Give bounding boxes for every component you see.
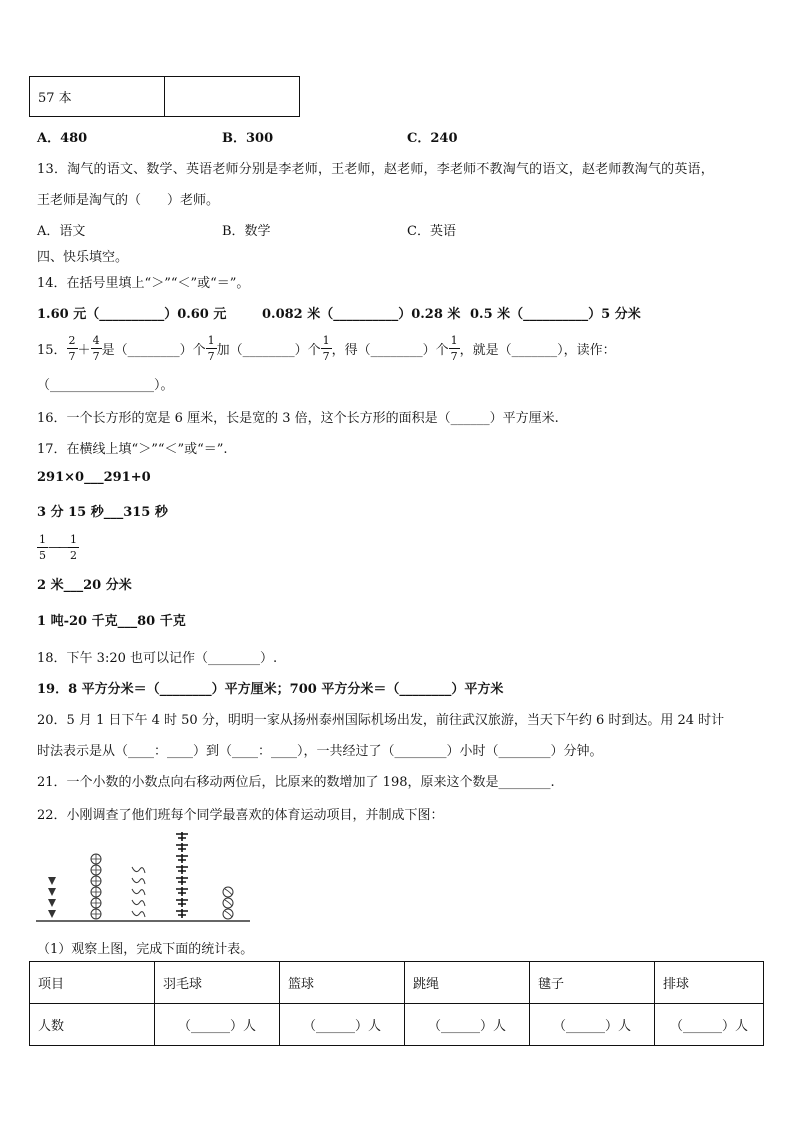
table-header-cell: 毽子 [530,962,655,1004]
volleyball-icon [223,887,233,897]
plus-sign: ＋ [77,342,91,358]
jianzi-icon [176,865,188,874]
jump-rope-icon [132,889,145,895]
q13-line2: 王老师是淘气的（ ）老师。 [37,193,220,208]
q14-item: 0.5 米（__________）5 分米 [470,307,641,322]
basketball-icon [91,865,101,875]
answer-cell[interactable]: （______）人 [530,1004,655,1046]
table-row [30,1004,764,1046]
q17-fraction-item [37,528,79,566]
jump-rope-icon [132,878,145,884]
q17-item: 3 分 15 秒___315 秒 [37,505,168,520]
table-row [30,962,764,1004]
option-c: C．240 [407,131,458,146]
fraction: $\frac{2}{7}$ [68,333,76,363]
q15-text: 是（________）个 [101,342,206,358]
option-b: B．300 [222,131,274,146]
q15-line2: （________________）。 [37,378,174,393]
q14-item: 1.60 元（__________）0.60 元 [37,307,227,322]
fraction: $\frac{1}{5}$ [39,532,46,562]
jianzi-icon [176,854,188,863]
q13-option-b: B．数学 [222,224,271,239]
q15-text: 加（________）个 [216,342,321,358]
answer-cell[interactable]: （______）人 [405,1004,530,1046]
basketball-icon [91,898,101,908]
fraction: $\frac{1}{7}$ [322,333,330,363]
blank-line: —— [48,539,68,555]
volleyball-icon [223,909,233,919]
q15-text: ，得（________）个 [331,342,449,358]
q16: 16．一个长方形的宽是 6 厘米，长是宽的 3 倍，这个长方形的面积是（______）平方厘米. [37,411,559,426]
jianzi-icon [176,876,188,885]
top-table-cell: 57 本 [30,77,165,117]
q22-subquestion: （1）观察上图，完成下面的统计表。 [37,942,254,957]
q17-item: 291×0___291+0 [37,470,151,485]
jianzi-icon [176,909,188,918]
section-heading: 四、快乐填空。 [37,250,129,265]
top-table [29,76,300,117]
q15-text: ，就是（_______），读作： [459,342,616,358]
basketball-icon [91,887,101,897]
table-row-label: 人数 [30,1004,155,1046]
fraction: $\frac{1}{7}$ [207,333,215,363]
q18: 18．下午 3:20 也可以记作（________）. [37,651,278,666]
basketball-icon [91,854,101,864]
q13-option-a: A．语文 [37,224,86,239]
q14-item: 0.082 米（__________）0.28 米 [262,307,461,322]
q20-line1: 20．5 月 1 日下午 4 时 50 分，明明一家从扬州泰州国际机场出发，前往武汉旅游，当天下午约 6 时到达。用 24 时计 [37,713,725,728]
shuttlecock-icon [48,899,56,907]
jump-rope-icon [132,900,145,906]
jianzi-icon [176,898,188,907]
table-header-cell: 篮球 [280,962,405,1004]
q13-line1: 13．淘气的语文、数学、英语老师分别是李老师，王老师，赵老师，李老师不教淘气的语文，赵老师教淘气的英语， [37,162,714,177]
top-table-cell-empty [165,77,300,117]
table-header-cell: 排球 [655,962,764,1004]
sports-pictograph [30,826,260,926]
q14-stem: 14．在括号里填上“＞”“＜”或“＝”。 [37,276,250,291]
table-header-cell: 跳绳 [405,962,530,1004]
q13-option-c: C．英语 [407,224,456,239]
fraction: $\frac{1}{7}$ [450,333,458,363]
table-header-cell: 羽毛球 [155,962,280,1004]
q22-stem: 22．小刚调查了他们班每个同学最喜欢的体育运动项目，并制成下图： [37,808,444,823]
q15-line1 [37,330,616,366]
answer-cell[interactable]: （______）人 [280,1004,405,1046]
q17-item: 2 米___20 分米 [37,578,132,593]
q15-number: 15． [37,342,67,358]
q20-line2: 时法表示是从（____：____）到（____：____），一共经过了（________）小时（________）分钟。 [37,744,603,759]
shuttlecock-icon [48,910,56,918]
q21: 21．一个小数的小数点向右移动两位后，比原来的数增加了 198，原来这个数是________. [37,775,555,790]
volleyball-icon [223,898,233,908]
fraction: $\frac{4}{7}$ [92,333,100,363]
jump-rope-icon [132,867,145,873]
answer-cell[interactable]: （______）人 [655,1004,764,1046]
answer-cell[interactable]: （______）人 [155,1004,280,1046]
shuttlecock-icon [48,877,56,885]
shuttlecock-icon [48,888,56,896]
stats-table [29,961,764,1046]
jianzi-icon [176,843,188,852]
jump-rope-icon [132,911,145,917]
q19: 19．8 平方分米＝（________）平方厘米；700 平方分米＝（________）平方米 [37,682,504,697]
basketball-icon [91,909,101,919]
q17-stem: 17．在横线上填“＞”“＜”或“＝”. [37,442,228,457]
jianzi-icon [176,887,188,896]
jianzi-icon [176,832,188,841]
basketball-icon [91,876,101,886]
option-a: A．480 [37,131,88,146]
q17-item: 1 吨-20 千克___80 千克 [37,614,186,629]
table-header-cell: 项目 [30,962,155,1004]
fraction: $\frac{1}{2}$ [70,532,77,562]
